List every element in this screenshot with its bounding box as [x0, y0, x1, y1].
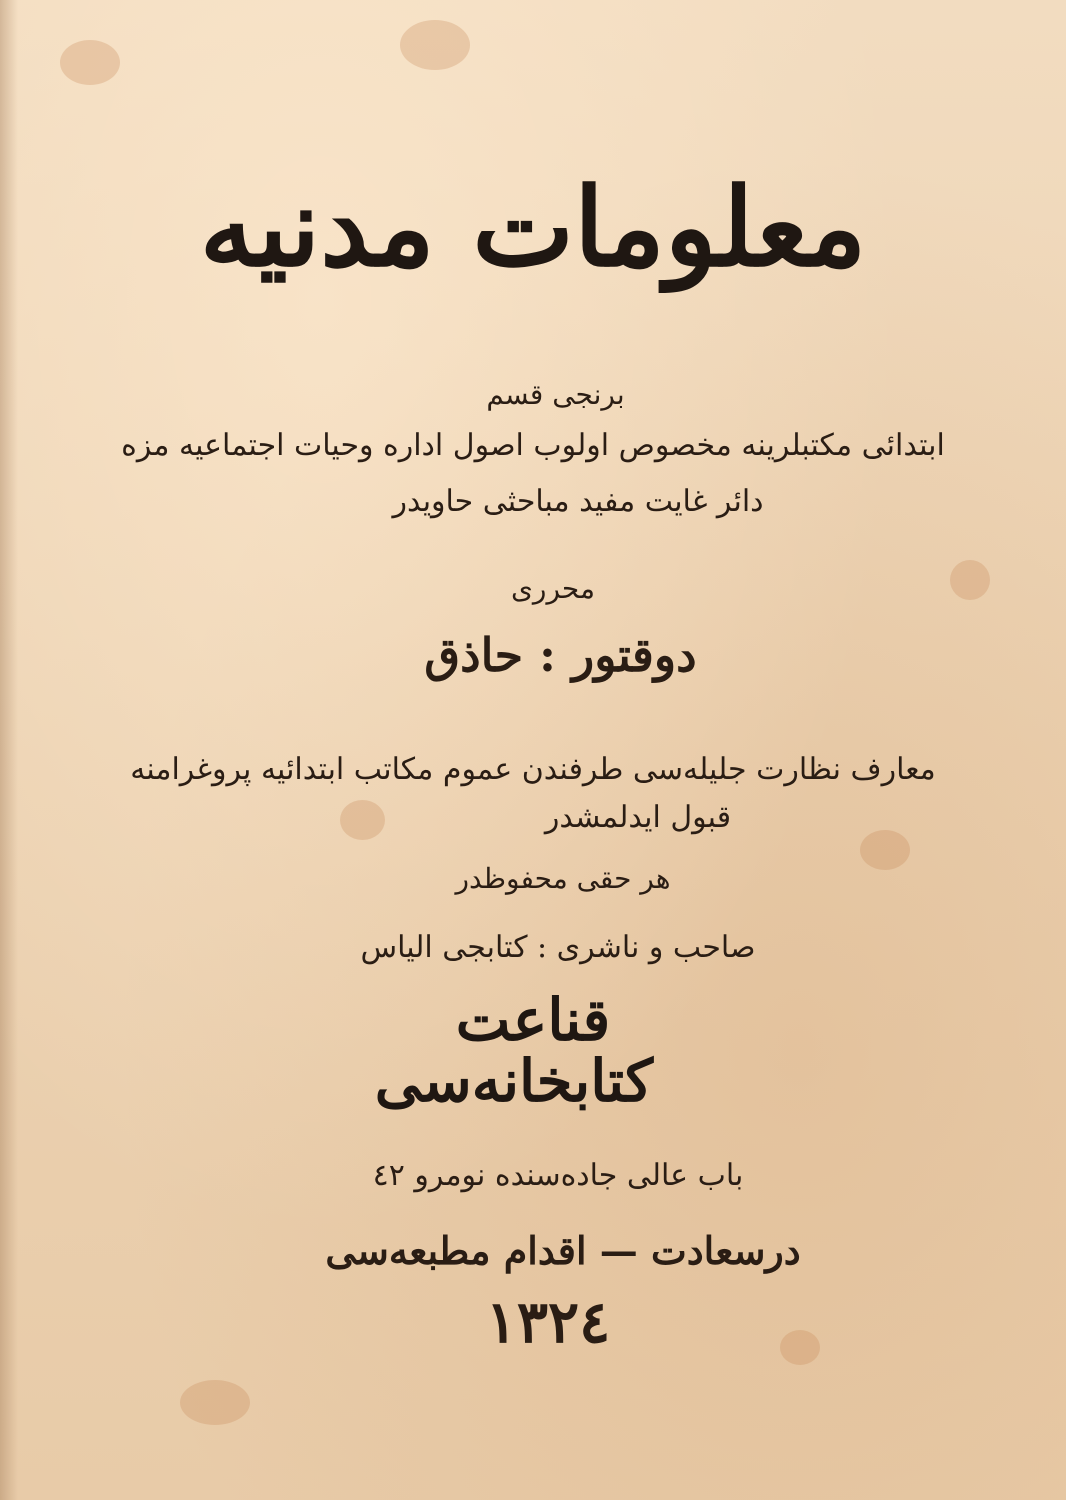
paper-stain — [180, 1380, 250, 1425]
description-line-1: ابتدائی مكتبلرینه مخصوص اولوب اصول اداره وحیات اجتماعیه مزه — [121, 428, 945, 463]
publication-year: ١٣٢٤ — [485, 1288, 611, 1356]
publisher-line: صاحب و ناشری : كتابجی الیاس — [360, 930, 756, 965]
author-name: دوقتور : حاذق — [424, 628, 697, 682]
address-line: باب عالی جاده‌سنده نومرو ٤٢ — [372, 1158, 744, 1193]
printer-line: درسعادت — اقدام مطبعه‌سی — [325, 1228, 801, 1273]
description-line-2: دائر غایت مفید مباحثی حاویدر — [392, 484, 764, 519]
book-title: معلومات مدنيه — [199, 165, 867, 291]
press-logo-line-1: قناعت — [455, 986, 611, 1054]
approval-line-2: قبول ایدلمشدر — [544, 800, 732, 835]
writer-label: محرری — [511, 572, 595, 605]
part-label: برنجی قسم — [486, 378, 625, 411]
paper-stain — [60, 40, 120, 85]
approval-line-1: معارف نظارت جلیله‌سی طرفندن عموم مكاتب ابتدائیه پروغرامنه — [130, 752, 936, 787]
press-logo-line-2: كتابخانه‌سی — [374, 1046, 653, 1115]
press-logo — [374, 986, 653, 1115]
paper-stain — [400, 20, 470, 70]
rights-notice: هر حقی محفوظدر — [455, 862, 671, 895]
